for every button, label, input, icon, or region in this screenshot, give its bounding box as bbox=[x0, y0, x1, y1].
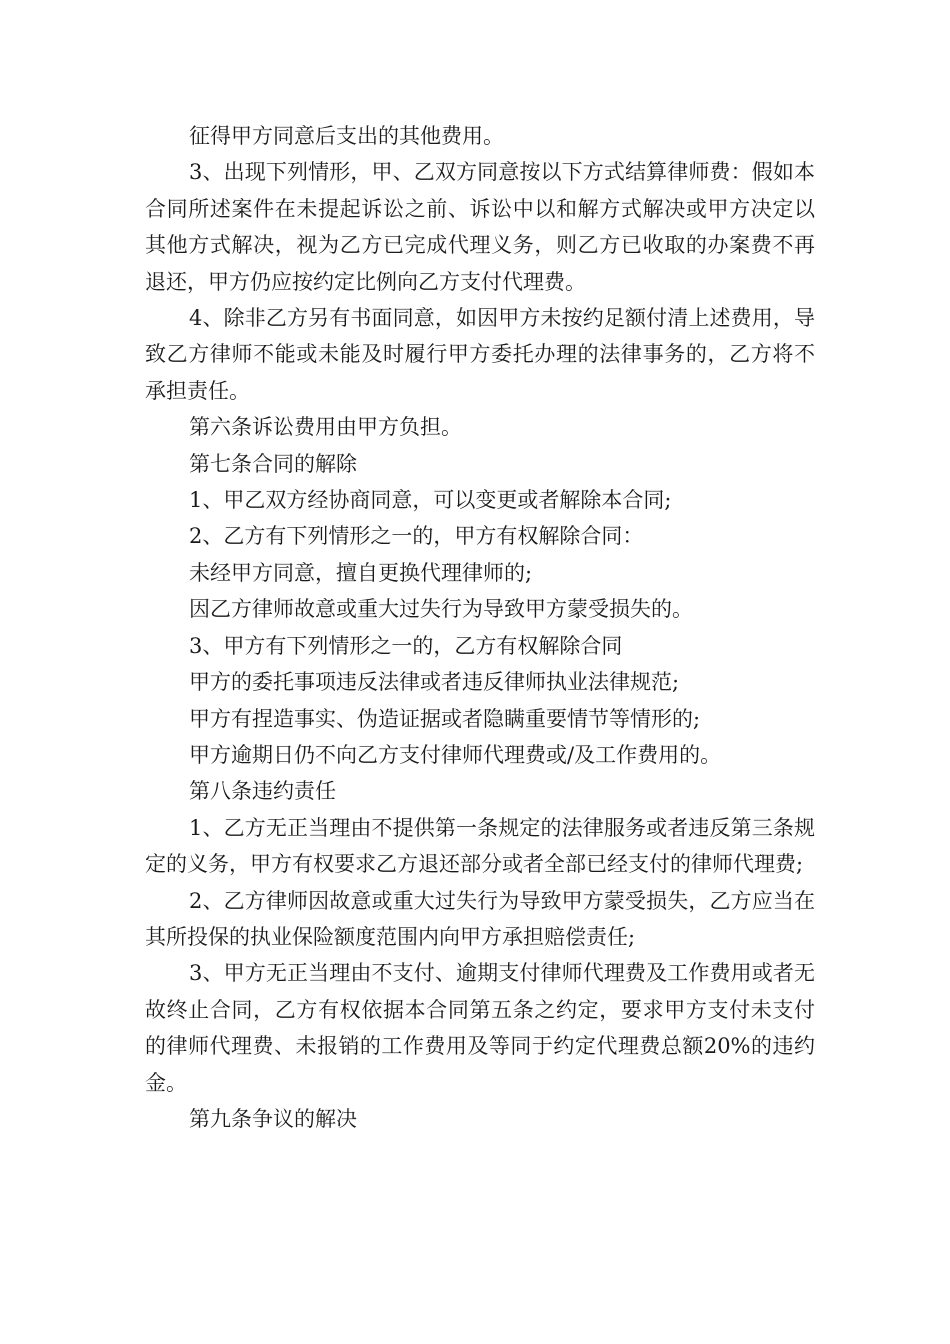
paragraph-15: 1、乙方无正当理由不提供第一条规定的法律服务或者违反第三条规定的义务，甲方有权要求乙方退还部分或者全部已经支付的律师代理费; bbox=[145, 815, 815, 877]
paragraph-17: 3、甲方无正当理由不支付、逾期支付律师代理费及工作费用或者无故终止合同，乙方有权依据本合同第五条之约定，要求甲方支付未支付的律师代理费、未报销的工作费用及等同于约定代理费总额20%的违约金。 bbox=[145, 961, 815, 1095]
paragraph-8: 未经甲方同意，擅自更换代理律师的; bbox=[189, 560, 533, 585]
paragraph-13: 甲方逾期日仍不向乙方支付律师代理费或/及工作费用的。 bbox=[189, 742, 722, 767]
paragraph-1: 征得甲方同意后支出的其他费用。 bbox=[189, 124, 504, 148]
paragraph-16: 2、乙方律师因故意或重大过失行为导致甲方蒙受损失，乙方应当在其所投保的执业保险额度范围内向甲方承担赔偿责任; bbox=[145, 888, 815, 949]
article-7-heading: 第七条合同的解除 bbox=[189, 451, 357, 476]
paragraph-11: 甲方的委托事项违反法律或者违反律师执业法律规范; bbox=[189, 670, 680, 695]
paragraph-2: 3、出现下列情形，甲、乙双方同意按以下方式结算律师费：假如本合同所述案件在未提起诉讼之前、诉讼中以和解方式解决或甲方决定以其他方式解决，视为乙方已完成代理义务，则乙方已收取的办案费不再退还，甲方仍应按约定比例向乙方支付代理费。 bbox=[145, 160, 815, 294]
article-8-heading: 第八条违约责任 bbox=[189, 779, 336, 804]
paragraph-6: 1、甲乙双方经协商同意，可以变更或者解除本合同; bbox=[189, 488, 672, 513]
paragraph-7: 2、乙方有下列情形之一的，甲方有权解除合同： bbox=[189, 524, 644, 549]
paragraph-10: 3、甲方有下列情形之一的，乙方有权解除合同 bbox=[189, 633, 623, 658]
paragraph-9: 因乙方律师故意或重大过失行为导致甲方蒙受损失的。 bbox=[189, 597, 693, 622]
paragraph-3: 4、除非乙方另有书面同意，如因甲方未按约足额付清上述费用，导致乙方律师不能或未能及时履行甲方委托办理的法律事务的，乙方将不承担责任。 bbox=[145, 306, 815, 403]
article-6-heading: 第六条诉讼费用由甲方负担。 bbox=[189, 415, 462, 440]
document-body bbox=[145, 118, 815, 1137]
article-9-heading: 第九条争议的解决 bbox=[189, 1106, 357, 1131]
paragraph-12: 甲方有捏造事实、伪造证据或者隐瞒重要情节等情形的; bbox=[189, 706, 701, 731]
